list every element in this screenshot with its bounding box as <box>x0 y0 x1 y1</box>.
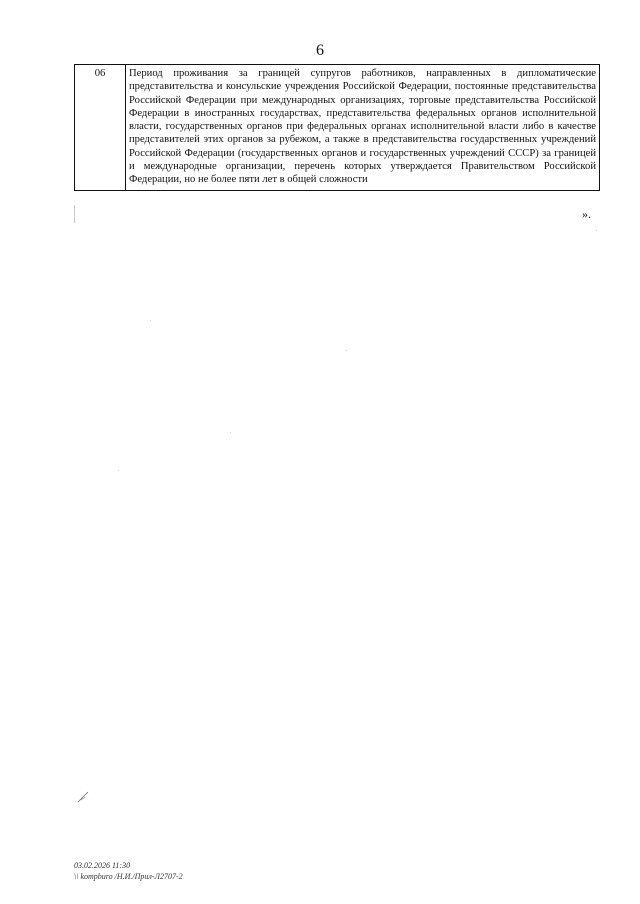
table-row <box>75 65 600 191</box>
code-table <box>74 64 600 191</box>
scan-speck <box>230 432 231 433</box>
scan-speck <box>150 320 151 321</box>
scan-speck <box>346 350 347 351</box>
closing-quote: ». <box>582 207 591 221</box>
scan-speck <box>118 470 119 471</box>
page-number: 6 <box>316 42 324 59</box>
pen-mark-icon <box>76 788 92 804</box>
footer <box>74 860 183 882</box>
footer-file-path: \\ kompburo /Н.И./Прил-Л2707-2 <box>74 872 183 881</box>
row-description: Период проживания за границей супругов работников, направленных в дипломатические представительства и консульские учреждения Российской Федерации, постоянные представительства Российской Федерации при международных организациях, торговые представительства Российской Федерации в иностранных государствах, представительства федеральных органов исполнительной власти, государственных органов при федеральных органах исполнительной власти либо в качестве представителей этих органов за рубежом, а также в представительства государственных учреждений Российской Федерации (государственных органов и государственных учреждений СССР) за границей и международные организации, перечень которых утверждается Правительством Российской Федерации, но не более пяти лет в общей сложности <box>126 65 600 191</box>
row-code: 06 <box>75 65 126 191</box>
footer-date: 03.02.2026 11:30 <box>74 861 131 870</box>
scan-speck <box>596 230 597 231</box>
margin-rule <box>74 205 75 223</box>
